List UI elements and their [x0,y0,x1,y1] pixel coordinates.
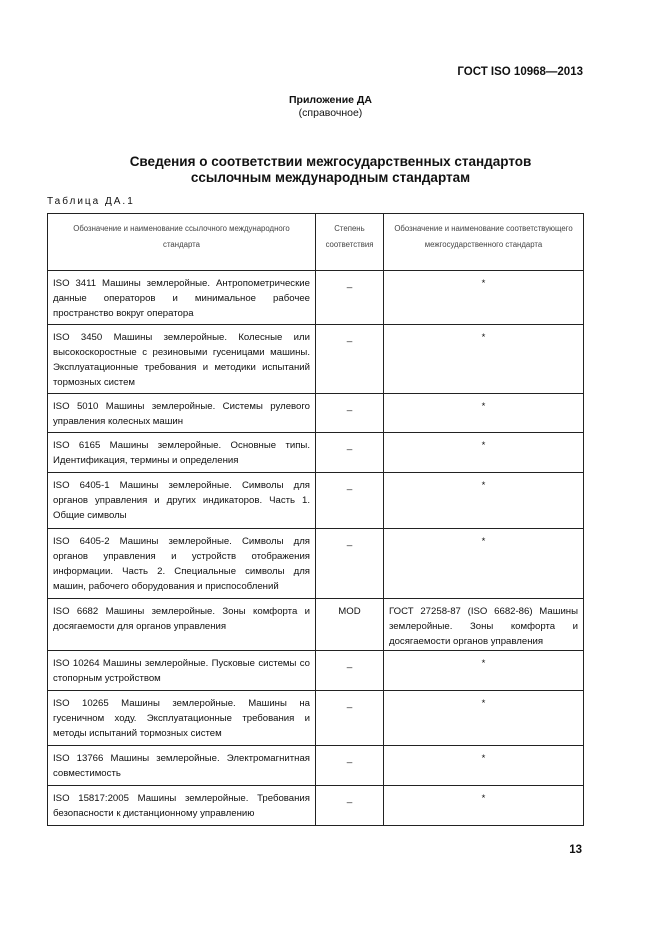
match-cell: * [384,433,584,473]
table-row [48,786,584,826]
table-row [48,529,584,599]
table-row [48,325,584,394]
table-header-row [48,214,584,271]
table-row [48,691,584,746]
match-cell: ГОСТ 27258-87 (ISO 6682-86) Машины землеройные. Зоны комфорта и досягаемости органов управления [384,599,584,651]
ref-cell: ISO 5010 Машины землеройные. Системы рулевого управления колесных машин [48,394,316,433]
page-title [0,154,661,186]
ref-cell: ISO 6405-2 Машины землеройные. Символы для органов управления и устройств отображения информации. Часть 2. Специальные символы для машин, рабочего оборудования и приспособлений [48,529,316,599]
degree-cell: _ [316,786,384,826]
ref-cell: ISO 13766 Машины землеройные. Электромагнитная совместимость [48,746,316,786]
header-ref-standard: Обозначение и наименование ссылочного международного стандарта [48,214,316,271]
table-row [48,433,584,473]
degree-cell: _ [316,271,384,325]
ref-cell: ISO 15817:2005 Машины землеройные. Требования безопасности к дистанционному управлению [48,786,316,826]
match-cell: * [384,394,584,433]
ref-cell: ISO 3411 Машины землеройные. Антропометрические данные операторов и минимальное рабочее пространство вокруг оператора [48,271,316,325]
table-row [48,473,584,529]
degree-cell: _ [316,651,384,691]
match-cell: * [384,651,584,691]
table-row [48,271,584,325]
title-line-1: Сведения о соответствии межгосударственных стандартов [129,154,532,169]
correspondence-table [47,213,584,826]
ref-cell: ISO 6165 Машины землеройные. Основные типы. Идентификация, термины и определения [48,433,316,473]
table-row [48,394,584,433]
match-cell: * [384,786,584,826]
degree-cell: _ [316,473,384,529]
appendix-note: (справочное) [298,107,363,119]
table-label: Таблица ДА.1 [47,196,135,207]
document-code: ГОСТ ISO 10968—2013 [457,66,583,78]
ref-cell: ISO 6682 Машины землеройные. Зоны комфорта и досягаемости для органов управления [48,599,316,651]
degree-cell: _ [316,691,384,746]
degree-cell: _ [316,529,384,599]
match-cell: * [384,746,584,786]
header-degree: Степень соответствия [316,214,384,271]
match-cell: * [384,473,584,529]
degree-cell: MOD [316,599,384,651]
match-cell: * [384,271,584,325]
appendix-name: Приложение ДА [289,94,372,106]
table-row [48,651,584,691]
appendix-heading [0,94,661,120]
ref-cell: ISO 10265 Машины землеройные. Машины на гусеничном ходу. Эксплуатационные требования и методы испытаний тормозных систем [48,691,316,746]
table-row [48,599,584,651]
ref-cell: ISO 10264 Машины землеройные. Пусковые системы со стопорным устройством [48,651,316,691]
ref-cell: ISO 3450 Машины землеройные. Колесные или высокоскоростные с резиновыми гусеницами машины. Эксплуатационные требования и методики испытаний тормозных систем [48,325,316,394]
degree-cell: _ [316,394,384,433]
page-number: 13 [569,844,582,856]
match-cell: * [384,325,584,394]
degree-cell: _ [316,433,384,473]
ref-cell: ISO 6405-1 Машины землеройные. Символы для органов управления и других индикаторов. Часть 1. Общие символы [48,473,316,529]
header-match-standard: Обозначение и наименование соответствующего межгосударственного стандарта [384,214,584,271]
degree-cell: _ [316,746,384,786]
degree-cell: _ [316,325,384,394]
title-line-2: ссылочным международным стандартам [190,170,471,185]
match-cell: * [384,529,584,599]
table-row [48,746,584,786]
match-cell: * [384,691,584,746]
